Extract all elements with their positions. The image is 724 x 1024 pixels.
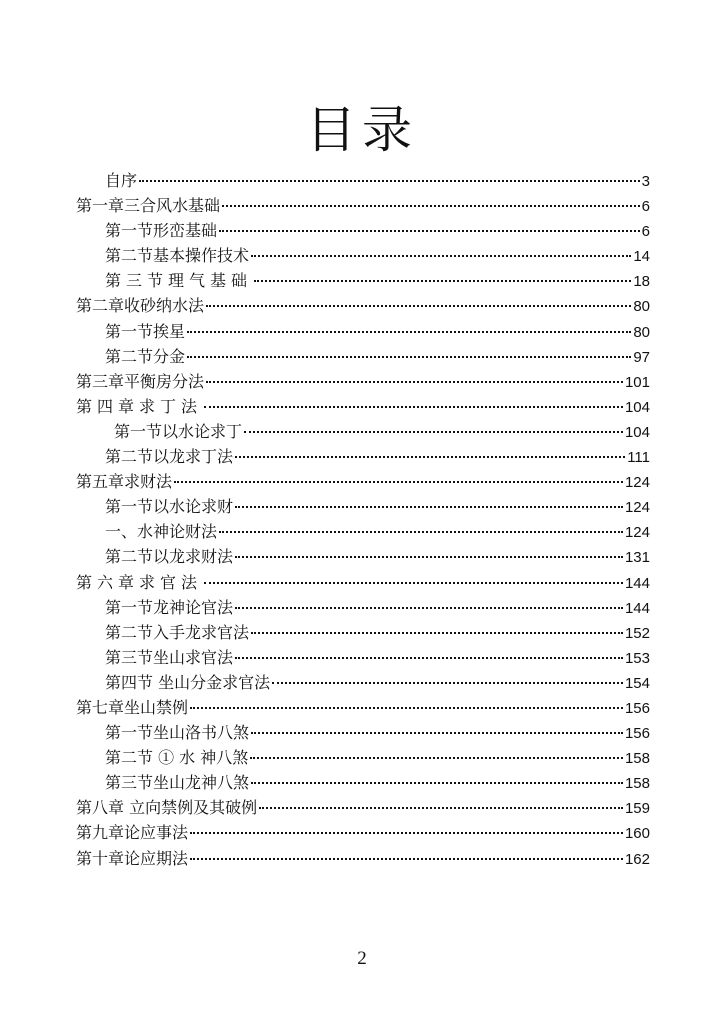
toc-entry-label: 第二节以龙求丁法	[105, 447, 234, 467]
toc-entry[interactable]	[76, 243, 650, 268]
toc-entry-label: 第二节 ① 水 神八煞	[105, 748, 249, 768]
toc-entry[interactable]	[76, 820, 650, 845]
toc-leader	[235, 456, 625, 458]
toc-entry-label: 自序	[105, 171, 138, 190]
table-of-contents	[76, 168, 650, 871]
toc-entry[interactable]	[76, 620, 650, 645]
toc-leader	[250, 757, 623, 759]
toc-entry[interactable]	[76, 670, 650, 695]
toc-entry-page: 101	[624, 373, 650, 391]
toc-entry-label: 第一节形峦基础	[105, 221, 218, 241]
toc-entry-page: 152	[624, 624, 650, 642]
toc-entry-page: 144	[624, 599, 650, 617]
toc-entry[interactable]	[76, 344, 650, 369]
toc-entry-label: 第四节 坐山分金求官法	[105, 672, 271, 692]
toc-entry-label: 第三节理气基础	[105, 271, 253, 291]
toc-leader	[259, 807, 623, 809]
toc-leader	[235, 556, 623, 558]
toc-entry-label: 第五章求财法	[76, 472, 173, 492]
toc-leader	[204, 582, 623, 584]
toc-entry-page: 124	[624, 474, 650, 492]
toc-leader	[254, 280, 631, 282]
page-number: 2	[357, 948, 367, 969]
toc-entry[interactable]	[76, 720, 650, 745]
toc-leader	[235, 657, 623, 659]
toc-leader	[251, 782, 623, 784]
toc-leader	[222, 205, 640, 207]
toc-entry-page: 154	[624, 674, 650, 692]
toc-leader	[251, 632, 623, 634]
toc-entry-page: 156	[624, 725, 650, 743]
toc-entry-label: 第三节坐山龙神八煞	[105, 773, 250, 793]
toc-leader	[187, 356, 631, 358]
toc-leader	[190, 832, 623, 834]
toc-leader	[244, 431, 623, 433]
toc-leader	[235, 506, 623, 508]
toc-entry-page: 3	[641, 173, 650, 190]
toc-entry[interactable]	[76, 595, 650, 620]
toc-entry-label: 第二节以龙求财法	[105, 547, 234, 567]
toc-entry[interactable]	[76, 268, 650, 293]
toc-entry[interactable]	[76, 570, 650, 595]
toc-entry-page: 6	[641, 223, 650, 241]
toc-entry-label: 第九章论应事法	[76, 823, 189, 843]
toc-entry[interactable]	[76, 469, 650, 494]
toc-entry[interactable]	[76, 795, 650, 820]
toc-entry-page: 158	[624, 775, 650, 793]
toc-entry-label: 第一节坐山洛书八煞	[105, 723, 250, 743]
toc-entry-label: 第一节龙神论官法	[105, 597, 234, 617]
toc-leader	[219, 230, 640, 232]
toc-leader	[190, 858, 623, 860]
toc-entry-page: 18	[633, 273, 650, 291]
toc-entry[interactable]	[76, 168, 650, 193]
toc-entry-label: 第七章坐山禁例	[76, 697, 189, 717]
toc-entry-label: 第一节以水论求财	[105, 497, 234, 517]
toc-entry-page: 153	[624, 649, 650, 667]
toc-entry[interactable]	[76, 494, 650, 519]
toc-entry[interactable]	[76, 770, 650, 795]
toc-entry[interactable]	[76, 394, 650, 419]
toc-entry-page: 162	[624, 850, 650, 868]
toc-leader	[190, 707, 623, 709]
toc-entry[interactable]	[76, 293, 650, 318]
toc-entry-page: 111	[627, 449, 650, 467]
toc-entry-page: 80	[633, 298, 650, 316]
toc-entry-label: 第二章收砂纳水法	[76, 296, 205, 316]
toc-entry-label: 第二节分金	[105, 346, 186, 366]
toc-leader	[272, 682, 623, 684]
toc-entry[interactable]	[76, 218, 650, 243]
toc-leader	[187, 331, 631, 333]
toc-leader	[235, 607, 623, 609]
toc-entry-page: 158	[624, 750, 650, 768]
toc-leader	[206, 381, 623, 383]
toc-entry-page: 124	[624, 499, 650, 517]
toc-entry-page: 97	[633, 348, 650, 366]
toc-entry-page: 80	[633, 323, 650, 341]
toc-entry-page: 160	[624, 825, 650, 843]
toc-leader	[139, 180, 640, 182]
toc-entry-page: 144	[624, 574, 650, 592]
toc-entry[interactable]	[76, 419, 650, 444]
toc-entry[interactable]	[76, 444, 650, 469]
toc-entry[interactable]	[76, 745, 650, 770]
toc-entry-label: 第一节以水论求丁	[114, 421, 243, 441]
toc-entry[interactable]	[76, 519, 650, 544]
toc-entry-label: 第二节基本操作技术	[105, 246, 250, 266]
toc-entry-label: 第一节挨星	[105, 321, 186, 341]
toc-entry-label: 第四章求丁法	[76, 396, 203, 416]
toc-entry-page: 14	[633, 248, 650, 266]
toc-entry[interactable]	[76, 544, 650, 569]
toc-entry[interactable]	[76, 319, 650, 344]
toc-entry-label: 第三章平衡房分法	[76, 371, 205, 391]
toc-entry-page: 159	[624, 800, 650, 818]
toc-entry-label: 第八章 立向禁例及其破例	[76, 798, 258, 818]
toc-entry[interactable]	[76, 846, 650, 871]
toc-entry[interactable]	[76, 645, 650, 670]
toc-leader	[219, 531, 623, 533]
page-title: 目录	[306, 101, 418, 159]
toc-leader	[251, 732, 623, 734]
toc-entry[interactable]	[76, 369, 650, 394]
toc-entry-page: 156	[624, 699, 650, 717]
toc-entry-page: 104	[624, 423, 650, 441]
toc-leader	[251, 255, 631, 257]
toc-entry-label: 一、水神论财法	[105, 522, 218, 542]
toc-entry[interactable]	[76, 193, 650, 218]
toc-entry-label: 第一章三合风水基础	[76, 196, 221, 216]
toc-entry-page: 6	[641, 198, 650, 216]
toc-entry-label: 第三节坐山求官法	[105, 647, 234, 667]
toc-entry-page: 104	[624, 398, 650, 416]
toc-entry[interactable]	[76, 695, 650, 720]
toc-entry-label: 第六章求官法	[76, 572, 203, 592]
toc-leader	[174, 481, 623, 483]
toc-entry-label: 第十章论应期法	[76, 848, 189, 868]
toc-entry-page: 131	[624, 549, 650, 567]
toc-leader	[206, 305, 631, 307]
toc-entry-page: 124	[624, 524, 650, 542]
toc-leader	[204, 406, 623, 408]
toc-entry-label: 第二节入手龙求官法	[105, 622, 250, 642]
